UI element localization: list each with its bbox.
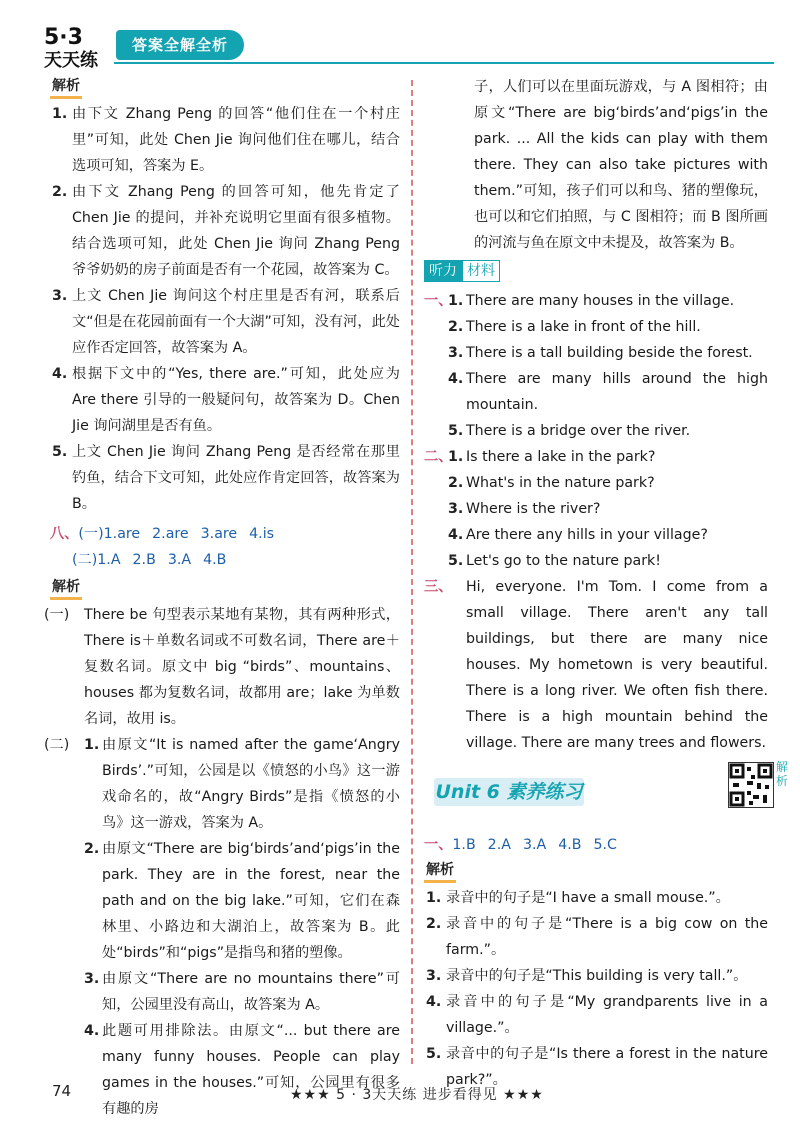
item-text: 由原文“There are no mountains there”可知，公园里没有高山，故答案为 A。 bbox=[102, 971, 400, 1013]
listening-item bbox=[424, 444, 768, 470]
listening-item bbox=[424, 522, 768, 548]
listening-item bbox=[424, 418, 768, 444]
item-number: 3. bbox=[52, 288, 68, 304]
part2-item bbox=[50, 1018, 400, 1122]
answer-value: B bbox=[146, 552, 156, 568]
item-text: There is a bridge over the river. bbox=[466, 423, 691, 439]
item-text: There is a lake in front of the hill. bbox=[466, 319, 701, 335]
analysis-label: 解析 bbox=[424, 860, 456, 883]
answer-key: 5. bbox=[593, 837, 608, 853]
item-number: 1. bbox=[448, 449, 464, 465]
analysis-item bbox=[50, 283, 400, 361]
item-number: 3. bbox=[448, 345, 464, 361]
listening-item bbox=[424, 470, 768, 496]
page-number: 74 bbox=[52, 1082, 72, 1100]
item-text: 此题可用排除法。由原文“... but there are many funny houses. People can play games in the houses.”可知，公园里有很多有趣的房 bbox=[102, 1023, 400, 1117]
part2-item bbox=[50, 836, 400, 966]
answer-key: 3. bbox=[522, 837, 537, 853]
listening-section-2 bbox=[424, 444, 768, 574]
answer-key: 3. bbox=[167, 552, 182, 568]
listening-section-3: 三、 Hi, everyone. I'm Tom. I come from a small village. There aren't any tall buildings, but there are many nice houses. My hometown is very beautiful. There is a long river. We often fish there. There is a high mountain behind the village. There are many trees and flowers. bbox=[424, 579, 768, 751]
item-number: 2. bbox=[84, 841, 100, 857]
answer-key: 1. bbox=[103, 526, 118, 542]
listening-section-1 bbox=[424, 288, 768, 444]
answer-key: 4. bbox=[203, 552, 217, 568]
answer-key: 2. bbox=[487, 837, 502, 853]
header-tag: 答案全解全析 bbox=[116, 30, 244, 60]
item-text: 由原文“It is named after the game‘Angry Birds’.”可知，公园是以《愤怒的小鸟》这一游戏命名的，故“Angry Birds”是指《愤怒的小鸟》这一游戏，答案为 A。 bbox=[102, 737, 400, 831]
left-column bbox=[44, 74, 400, 1122]
listening-item bbox=[424, 366, 768, 418]
item-text: 录音中的句子是“Is there a forest in the nature park?”。 bbox=[446, 1046, 768, 1088]
item-number: 5. bbox=[448, 423, 464, 439]
footer-tagline: ★★★ 5 · 3天天练 进步看得见 ★★★ bbox=[290, 1087, 544, 1103]
item-number: 2. bbox=[448, 319, 464, 335]
answer-key: 2. bbox=[132, 552, 147, 568]
listening-item bbox=[424, 288, 768, 314]
analysis-item bbox=[50, 179, 400, 283]
answer-value: B bbox=[465, 837, 476, 853]
item-number: 3. bbox=[448, 501, 464, 517]
item-number: 1. bbox=[448, 293, 464, 309]
item-number: 5. bbox=[52, 444, 68, 460]
answer-value: are bbox=[117, 526, 141, 542]
item-number: 2. bbox=[448, 475, 464, 491]
answer-value: A bbox=[181, 552, 192, 568]
item-text: 由下文 Zhang Peng 的回答“他们住在一个村庄里”可知，此处 Chen Jie 询问他们住在哪儿，结合选项可知，答案为 E。 bbox=[72, 106, 400, 174]
answer-row-ba-1: 八、(一)1.are 2.are 3.are 4.is bbox=[50, 526, 275, 542]
item-text: 录音中的句子是“I have a small mouse.”。 bbox=[446, 890, 730, 906]
answer-key: 1. bbox=[97, 552, 111, 568]
listening-item bbox=[424, 340, 768, 366]
answer-value: A bbox=[110, 552, 121, 568]
item-text: There is a tall building beside the forest. bbox=[466, 345, 753, 361]
analysis-item bbox=[50, 101, 400, 179]
qr-label: 解析 bbox=[776, 760, 789, 788]
item-text: 录音中的句子是“This building is very tall.”。 bbox=[446, 968, 748, 984]
analysis-label: 解析 bbox=[50, 577, 82, 600]
answer-value: A bbox=[536, 837, 547, 853]
section-number: 二、 bbox=[424, 449, 453, 465]
item-text: Let's go to the nature park! bbox=[466, 553, 661, 569]
answer-key: 4. bbox=[249, 526, 263, 542]
unit-analysis-item bbox=[424, 911, 768, 963]
unit-analysis-item bbox=[424, 989, 768, 1041]
listening-item bbox=[424, 314, 768, 340]
answer-value: are bbox=[165, 526, 189, 542]
item-text: There are many houses in the village. bbox=[466, 293, 735, 309]
item-text: 根据下文中的“Yes, there are.”可知，此处应为 Are there 引导的一般疑问句，故答案为 D。Chen Jie 询问湖里是否有鱼。 bbox=[72, 366, 400, 434]
svg-text:5·3: 5·3 bbox=[44, 25, 83, 50]
answer-value: B bbox=[216, 552, 227, 568]
item-number: 4. bbox=[448, 527, 464, 543]
header-rule bbox=[114, 62, 774, 64]
unit-analysis-item bbox=[424, 885, 768, 911]
item-number: 2. bbox=[52, 184, 68, 200]
item-text: 录音中的句子是“There is a big cow on the farm.”。 bbox=[446, 916, 768, 958]
item-number: 5. bbox=[448, 553, 464, 569]
item-text: 上文 Chen Jie 询问 Zhang Peng 是否经常在那里钓鱼，结合下文可知，此处应作肯定回答，故答案为 B。 bbox=[72, 444, 400, 512]
item-text: 录音中的句子是“My grandparents live in a village.”。 bbox=[446, 994, 768, 1036]
logo-icon bbox=[38, 18, 112, 72]
logo bbox=[38, 18, 112, 72]
part2-analysis: (二) 1. 由原文“It is named after the game‘Angry Birds’.”可知，公园是以《愤怒的小鸟》这一游戏命名的，故“Angry Birds”是指《愤怒的小鸟》这一游戏，答案为 A。 2. 由原文“There are big‘birds’and‘pigs’in the park. They are in the forest, near the path and on the big lake.”可知，它们在森林里、小路边和大湖泊上，故答案为 B。此处“birds”和“pigs”是指鸟和猪的塑像。 3. 由原文“There are no mountains there”可知，公园里没有高山，故答案为 A。 4. 此题可用排除法。由原文“... but there are many funny houses. People can play games in the houses.”可知，公园里有很多有趣的房 bbox=[50, 732, 400, 1122]
part1-analysis: (一) There be 句型表示某地有某物，其有两种形式，There is＋单数名词或不可数名词，There are＋复数名词。原文中 big “birds”、mountains、houses 都为复数名词，故都用 are；lake 为单数名词，故用 is。 bbox=[44, 607, 400, 727]
unit-analysis-list bbox=[424, 885, 768, 1093]
item-number: 1. bbox=[84, 737, 100, 753]
svg-text:天天练: 天天练 bbox=[44, 50, 98, 71]
answer-value: are bbox=[214, 526, 238, 542]
analysis-item bbox=[50, 361, 400, 439]
item-text: 由原文“There are big‘birds’and‘pigs’in the park. They are in the forest, near the path and on the big lake.”可知，它们在森林里、小路边和大湖泊上，故答案为 B。此处“birds”和“pigs”是指鸟和猪的塑像。 bbox=[102, 841, 400, 961]
item-number: 5. bbox=[426, 1046, 442, 1062]
item-text: Where is the river? bbox=[466, 501, 601, 517]
item-number: 4. bbox=[52, 366, 68, 382]
qr-code-icon[interactable] bbox=[728, 762, 774, 808]
item-text: 上文 Chen Jie 询问这个村庄里是否有河，联系后文“但是在花园前面有一个大湖”可知，没有河，此处应作否定回答，故答案为 A。 bbox=[72, 288, 400, 356]
item-number: 4. bbox=[448, 371, 464, 387]
answer-value: is bbox=[262, 526, 275, 542]
section-number: 一、 bbox=[424, 293, 453, 309]
item-number: 2. bbox=[426, 916, 442, 932]
item-number: 3. bbox=[84, 971, 100, 987]
part2-item bbox=[50, 966, 400, 1018]
right-column bbox=[424, 74, 789, 1093]
item-text: What's in the nature park? bbox=[466, 475, 655, 491]
answer-key: 3. bbox=[200, 526, 215, 542]
unit-banner bbox=[424, 760, 789, 822]
answer-row-ba-2: (二)1.A 2.B 3.A 4.B bbox=[72, 552, 227, 568]
unit-answer-row: 一、1.B 2.A 3.A 4.B 5.C bbox=[424, 837, 617, 853]
listening-material-tag: 听力 材料 bbox=[424, 260, 500, 282]
item-number: 4. bbox=[84, 1023, 100, 1039]
answer-key: 1. bbox=[452, 837, 466, 853]
column-divider bbox=[411, 80, 413, 1064]
analysis-item bbox=[50, 439, 400, 517]
part2-item bbox=[50, 732, 400, 836]
item-text: Are there any hills in your village? bbox=[466, 527, 708, 543]
listening-item bbox=[424, 548, 768, 574]
item-number: 4. bbox=[426, 994, 442, 1010]
item-text: There are many hills around the high mountain. bbox=[466, 371, 768, 413]
unit-analysis-item bbox=[424, 963, 768, 989]
listening-item bbox=[424, 496, 768, 522]
answer-value: C bbox=[607, 837, 617, 853]
continued-analysis: 子，人们可以在里面玩游戏，与 A 图相符；由原文“There are big‘birds’and‘pigs’in the park. ... All the kids can play with them there. They can also take pictures with them.”可知，孩子们可以和鸟、猪的塑像玩，也可以和它们拍照，与 C 图相符；而 B 图所画的河流与鱼在原文中未提及，故答案为 B。 bbox=[474, 79, 768, 251]
unit-title: Unit 6 素养练习 bbox=[434, 778, 584, 806]
item-text: 由下文 Zhang Peng 的回答可知，他先肯定了 Chen Jie 的提问，并补充说明它里面有很多植物。结合选项可知，此处 Chen Jie 询问 Zhang Peng 爷爷奶奶的房子前面是否有一个花园，故答案为 C。 bbox=[72, 184, 400, 278]
item-number: 3. bbox=[426, 968, 442, 984]
answer-key: 2. bbox=[152, 526, 166, 542]
analysis-list bbox=[50, 101, 400, 517]
answer-value: A bbox=[501, 837, 511, 853]
analysis-label: 解析 bbox=[50, 76, 82, 99]
item-text: Is there a lake in the park? bbox=[466, 449, 656, 465]
item-number: 1. bbox=[52, 106, 68, 122]
item-number: 1. bbox=[426, 890, 442, 906]
answer-key: 4. bbox=[558, 837, 572, 853]
answer-value: B bbox=[571, 837, 582, 853]
